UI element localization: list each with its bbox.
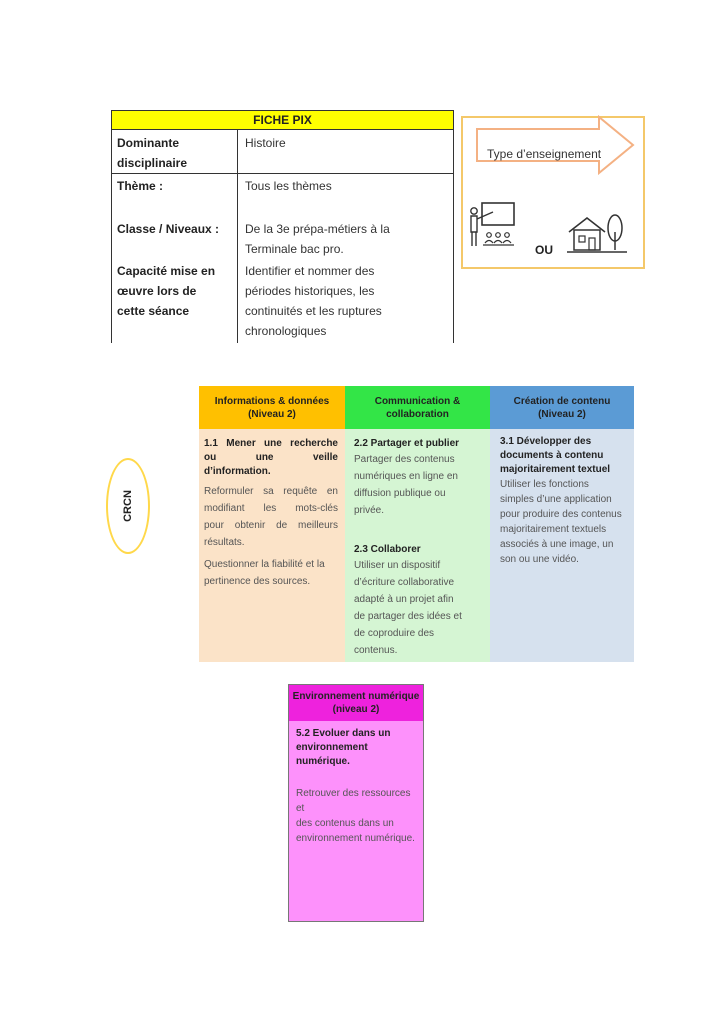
row-label-theme: Thème : — [117, 179, 164, 193]
column-body — [289, 721, 423, 921]
fiche-pix-table — [111, 110, 455, 343]
type-enseignement-box — [461, 116, 645, 269]
row-value-capacite: Identifier et nommer des périodes historiques, les continuités et les ruptures chronologiques — [245, 264, 382, 338]
house-tree-icon — [567, 208, 629, 256]
row-label-classe: Classe / Niveaux : — [117, 222, 220, 236]
competence-title: majoritairement textuel — [500, 464, 611, 475]
teacher-classroom-icon — [467, 200, 519, 252]
arrow-icon — [473, 115, 635, 175]
crcn-oval — [106, 458, 150, 554]
competence-title: 5.2 Evoluer dans un — [296, 728, 391, 739]
fiche-body — [111, 130, 454, 343]
competence-title: environnement numérique. — [296, 742, 368, 767]
column-body — [345, 429, 490, 662]
column-body — [490, 429, 634, 662]
competence-title: ou une veille — [204, 452, 338, 463]
competence-5-2: 5.2 Evoluer dans un environnement numérique. Retrouver des ressources et des contenus dans un environnement numérique. — [296, 727, 420, 846]
competence-text: Reformuler sa requête en modifiant les mots-clés pour obtenir de meilleurs résultats. — [204, 486, 338, 548]
column-header: Informations & données (Niveau 2) — [199, 386, 345, 429]
competence-title: 2.2 Partager et publier — [354, 438, 460, 449]
column-body — [199, 429, 345, 662]
row-value-classe: De la 3e prépa-métiers à la Terminale bac pro. — [245, 222, 390, 256]
column-header: Environnement numérique (niveau 2) — [289, 685, 423, 721]
competence-title: 2.3 Collaborer — [354, 544, 421, 555]
row-label-dominante: Dominante disciplinaire — [117, 136, 188, 170]
competence-3-1: 3.1 Développer des documents à contenu majoritairement textuel Utiliser les fonctions simples d’une application pour produire des contenus majoritairement textuels associés à une image, un son ou une vidéo. — [500, 435, 630, 567]
table-row-divider — [111, 173, 454, 174]
row-value-theme: Tous les thèmes — [245, 179, 332, 193]
row-label-capacite: Capacité mise en œuvre lors de cette séance — [117, 264, 216, 318]
crcn-label: CRCN — [122, 490, 134, 522]
competence-2-2: 2.2 Partager et publier Partager des contenus numériques en ligne en diffusion publique ou privée. — [354, 437, 484, 519]
competence-title: d’information. — [204, 466, 271, 477]
table-border-right — [453, 130, 454, 343]
competence-text: Questionner la fiabilité et la pertinence des sources. — [204, 559, 325, 587]
column-communication-collaboration — [345, 386, 490, 662]
competence-title: 3.1 Développer des — [500, 436, 592, 447]
table-column-divider — [237, 130, 238, 343]
table-border-left — [111, 130, 112, 343]
column-environnement-numerique — [288, 684, 424, 922]
competence-title: 1.1 Mener une recherche — [204, 438, 338, 449]
competence-2-3: 2.3 Collaborer Utiliser un dispositif d’écriture collaborative adapté à un projet afin de partager des idées et de coproduire des contenus. — [354, 543, 484, 659]
column-header: Création de contenu (Niveau 2) — [490, 386, 634, 429]
row-value-dominante: Histoire — [245, 136, 286, 150]
competence-title: documents à contenu — [500, 450, 604, 461]
column-header: Communication & collaboration — [345, 386, 490, 429]
fiche-title: FICHE PIX — [111, 110, 454, 130]
competence-1-1 — [204, 437, 338, 479]
column-creation-contenu — [490, 386, 634, 662]
column-informations-donnees — [199, 386, 345, 662]
ou-label: OU — [535, 243, 553, 257]
type-enseignement-label: Type d’enseignement — [487, 147, 602, 161]
